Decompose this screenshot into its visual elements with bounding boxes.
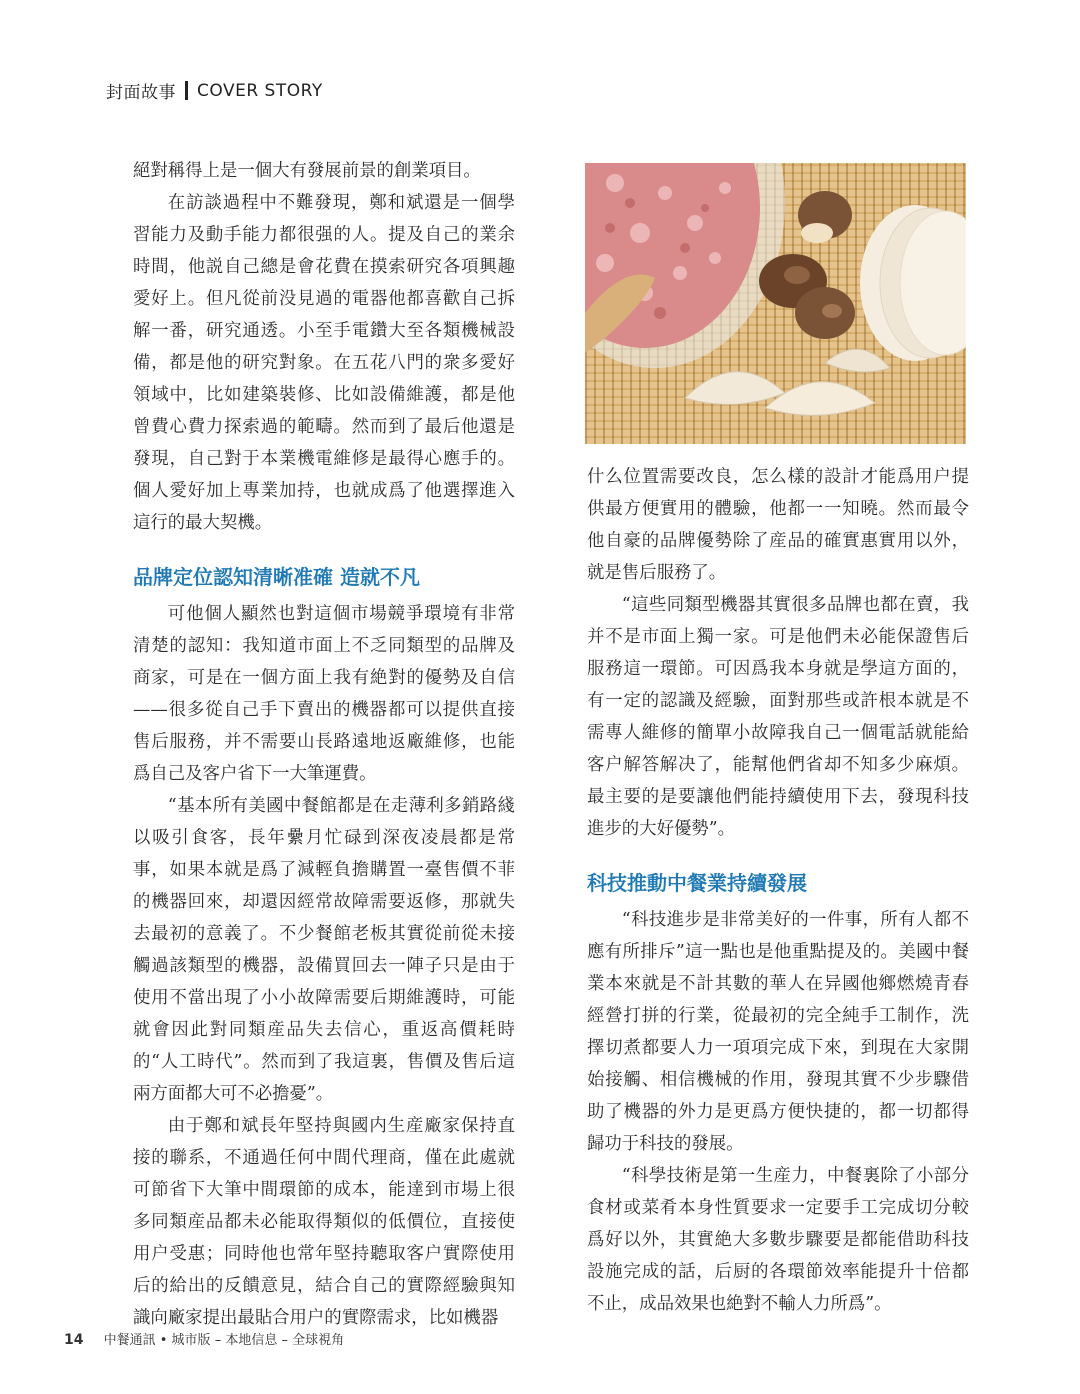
- photo-illustration: [585, 163, 966, 444]
- paragraph: 可他個人顯然也對這個市場競爭環境有非常清楚的認知：我知道市面上不乏同類型的品牌及商家，可是在一個方面上我有絶對的優勢及自信——很多從自己手下賣出的機器都可以提供直接售后服務，并不需要山長路遠地返廠維修，也能爲自己及客户省下一大筆運費。: [133, 604, 515, 784]
- paragraph: “這些同類型機器其實很多品牌也都在賣，我并不是市面上獨一家。可是他們未必能保證售后服務這一環節。可因爲我本身就是學這方面的，有一定的認識及經驗，面對那些或許根本就是不需專人維修的簡單小故障我自己一個電話就能給客户解答解决了，能幫他們省却不知多少麻煩。最主要的是要讓他們能持續使用下去，發現科技進步的大好優勢”。: [587, 595, 969, 839]
- header-divider: [185, 81, 188, 100]
- section-title-en: COVER STORY: [197, 80, 323, 101]
- paragraph: “科技進步是非常美好的一件事，所有人都不應有所排斥”這一點也是他重點提及的。美國中餐業本來就是不計其數的華人在异國他鄉燃燒青春經營打拼的行業，從最初的完全純手工制作，洗擇切煮都要人力一項項完成下來，到現在大家開始接觸、相信機械的作用，發現其實不少步驟借助了機器的外力是更爲方便快捷的，都一切都得歸功于科技的發展。: [587, 910, 969, 1154]
- page-number: 14: [64, 1332, 84, 1348]
- section-heading: 品牌定位認知清晰准確 造就不凡: [133, 565, 420, 589]
- paragraph: 絕對稱得上是一個大有發展前景的創業項目。: [133, 161, 481, 181]
- article-column-left: [133, 155, 515, 1334]
- dumpling-ingredients-photo: [585, 163, 966, 444]
- paragraph: 由于鄭和斌長年堅持與國内生産廠家保持直接的聯系，不通過任何中間代理商，僅在此處就可節省下大筆中間環節的成本，能達到市場上很多同類産品都未必能取得類似的低價位，直接使用户受惠；同時他也常年堅持聽取客户實際使用后的給出的反饋意見，結合自己的實際經驗與知識向廠家提出最貼合用户的實際需求，比如機器: [133, 1116, 515, 1328]
- section-header: [106, 78, 323, 103]
- publication-name: 中餐通訊 • 城市版 – 本地信息 – 全球視角: [103, 1333, 345, 1348]
- section-title-cn: 封面故事: [106, 83, 176, 103]
- paragraph: 什么位置需要改良，怎么樣的設計才能爲用户提供最方便實用的體驗，他都一一知曉。然而最令他自豪的品牌優勢除了産品的確實惠實用以外，就是售后服務了。: [587, 467, 969, 583]
- paragraph: “科學技術是第一生産力，中餐裏除了小部分食材或菜肴本身性質要求一定要手工完成切分較爲好以外，其實絶大多數步驟要是都能借助科技設施完成的話，后厨的各環節效率能提升十倍都不止，成品效果也絶對不輸人力所爲”。: [587, 1166, 969, 1314]
- page-footer: [64, 1329, 344, 1348]
- section-heading: 科技推動中餐業持續發展: [587, 871, 807, 895]
- article-column-right: [587, 461, 969, 1320]
- paragraph: 在訪談過程中不難發現，鄭和斌還是一個學習能力及動手能力都很强的人。提及自己的業余時間，他説自己總是會花費在摸索研究各項興趣愛好上。但凡從前没見過的電器他都喜歡自己拆解一番，研究通透。小至手電鑽大至各類機械設備，都是他的研究對象。在五花八門的衆多愛好領域中，比如建築裝修、比如設備維護，都是他曾費心費力探索過的範疇。然而到了最后他還是發現，自己對于本業機電維修是最得心應手的。個人愛好加上專業加持，也就成爲了他選擇進入這行的最大契機。: [133, 193, 515, 533]
- paragraph: “基本所有美國中餐館都是在走薄利多銷路綫以吸引食客，長年纍月忙碌到深夜凌晨都是常事，如果本就是爲了減輕負擔購置一臺售價不菲的機器回來，却還因經常故障需要返修，那就失去最初的意義了。不少餐館老板其實從前從未接觸過該類型的機器，設備買回去一陣子只是由于使用不當出現了小小故障需要后期維護時，可能就會因此對同類産品失去信心，重返高價耗時的“人工時代”。然而到了我這裏，售價及售后這兩方面都大可不必擔憂”。: [133, 796, 515, 1104]
